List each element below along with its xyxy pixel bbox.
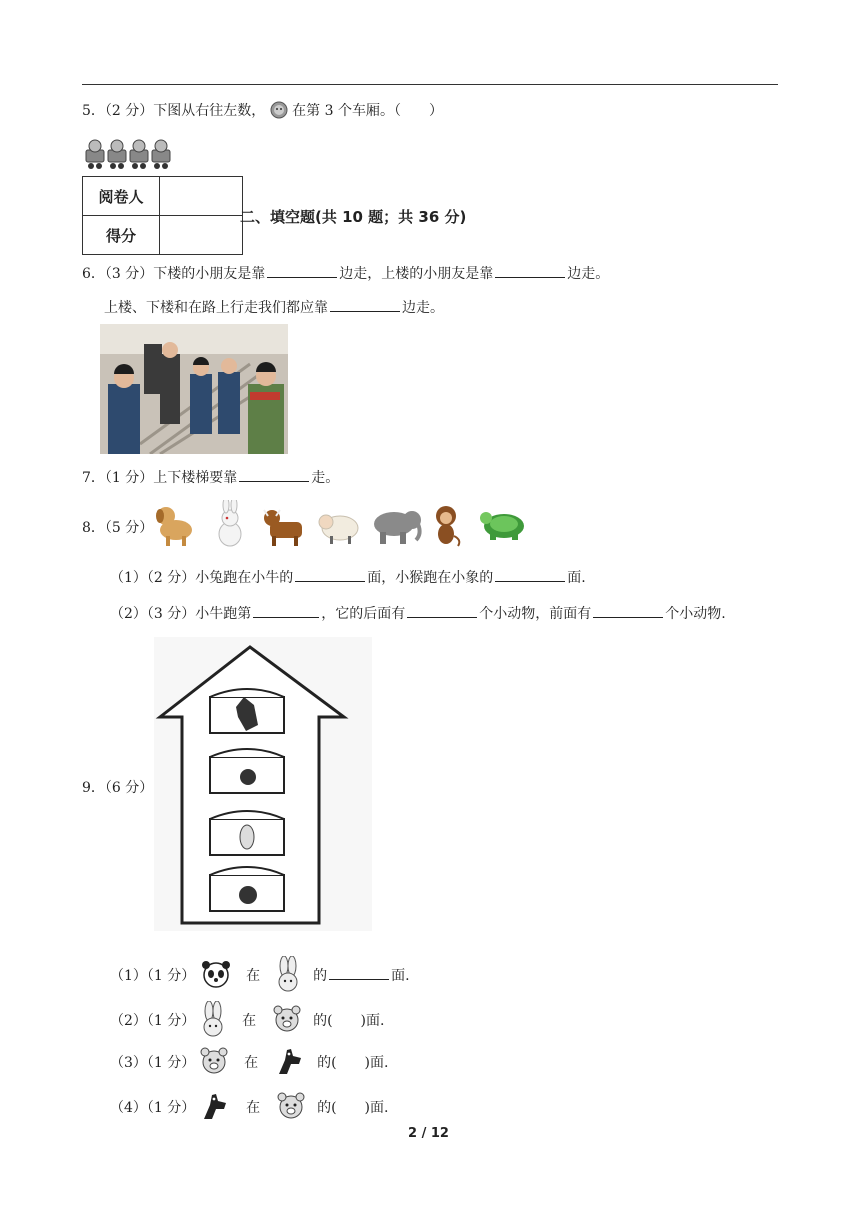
question-9-1: （1）（1 分） 在 的 面.: [110, 956, 410, 992]
score-label: 得分: [83, 216, 160, 255]
question-9-4: （4）（1 分） 在 的( )面.: [110, 1091, 388, 1121]
answer-blank[interactable]: [330, 297, 400, 312]
question-8-2: （2）（3 分）小牛跑第 ，它的后面有 个小动物，前面有 个小动物.: [110, 603, 726, 623]
page-number: 2 / 12: [408, 1126, 449, 1141]
monkey-icon: [436, 506, 459, 546]
question-9-label: 9．（6 分）: [82, 780, 154, 796]
question-9-2: （2）（1 分） 在 的( )面.: [110, 1001, 384, 1037]
bear-icon: [277, 1091, 305, 1121]
answer-blank[interactable]: [295, 567, 365, 582]
elephant-icon: [374, 511, 421, 544]
answer-blank[interactable]: [593, 603, 663, 618]
answer-blank[interactable]: [407, 603, 477, 618]
stairs-photo: [100, 324, 288, 454]
question-7: 7．（1 分）上下楼梯要靠 走。: [82, 467, 339, 487]
rabbit-icon: [200, 1001, 226, 1037]
ox-icon: [264, 510, 302, 546]
rabbit-icon: [219, 500, 241, 546]
question-5: 5．（2 分）下图从右往左数， 在第 3 个车厢。（ ）: [82, 103, 443, 119]
score-cell: [160, 216, 243, 255]
reviewer-label: 阅卷人: [83, 177, 160, 216]
question-6-line2: 上楼、下楼和在路上行走我们都应靠 边走。: [104, 297, 444, 317]
question-6-line1: 6．（3 分）下楼的小朋友是靠 边走，上楼的小朋友是靠 边走。: [82, 263, 609, 283]
answer-blank[interactable]: [239, 467, 309, 482]
panda-icon: [200, 960, 232, 988]
header-rule: [82, 84, 778, 85]
question-9-3: （3）（1 分） 在 的( )面.: [110, 1046, 388, 1076]
question-8-label: 8．（5 分）: [82, 520, 154, 536]
lion-icon: [270, 101, 288, 119]
dog-icon: [156, 507, 192, 546]
animal-row-image: [154, 500, 534, 550]
answer-blank[interactable]: [329, 965, 389, 980]
answer-blank[interactable]: [253, 603, 319, 618]
sheep-icon: [319, 515, 358, 544]
section-title: 二、填空题(共 10 题；共 36 分): [240, 208, 467, 226]
giraffe-icon: [200, 1091, 230, 1121]
giraffe-icon: [275, 1046, 305, 1076]
answer-blank[interactable]: [495, 567, 565, 582]
rabbit-icon: [275, 956, 301, 992]
animal-house-image: [154, 637, 372, 931]
reviewer-cell: [160, 177, 243, 216]
animal-train-image: [84, 136, 174, 170]
bear-icon: [273, 1004, 301, 1034]
bear-icon: [200, 1046, 228, 1076]
answer-blank[interactable]: [495, 263, 565, 278]
score-table: [82, 176, 243, 255]
question-8-1: （1）（2 分）小兔跑在小牛的 面，小猴跑在小象的 面.: [110, 567, 586, 587]
turtle-icon: [480, 512, 524, 540]
answer-blank[interactable]: [267, 263, 337, 278]
